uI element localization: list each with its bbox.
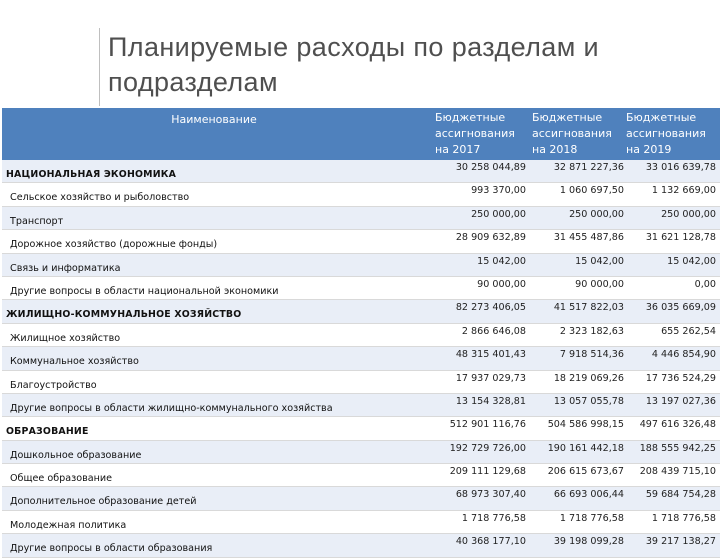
value-2017: 30 258 044,89	[455, 162, 526, 173]
row-label: Молодежная политика	[10, 519, 127, 531]
table-row	[2, 511, 720, 534]
row-label: Сельское хозяйство и рыболовство	[10, 192, 190, 204]
value-2018: 504 586 998,15	[547, 419, 624, 431]
table-row	[2, 464, 720, 487]
table-row	[2, 207, 720, 230]
value-2017: 28 909 632,89	[455, 232, 526, 244]
value-2019: 655 262,54	[661, 325, 716, 337]
section-row	[2, 160, 720, 183]
value-2019: 208 439 715,10	[639, 466, 716, 478]
value-2017: 13 154 328,81	[455, 395, 526, 407]
row-label: Дорожное хозяйство (дорожные фонды)	[10, 239, 218, 251]
header-2017: Бюджетные ассигнования на 2017	[435, 111, 515, 156]
value-2018: 250 000,00	[569, 208, 624, 220]
value-2019: 1 718 776,58	[651, 512, 716, 524]
section-row	[2, 300, 720, 323]
table-row	[2, 347, 720, 370]
value-2017: 48 315 401,43	[455, 349, 526, 361]
value-2017: 209 111 129,68	[449, 466, 526, 478]
value-2017: 192 729 726,00	[449, 442, 526, 454]
section-row	[2, 417, 720, 440]
header-2018: Бюджетные ассигнования на 2018	[532, 111, 612, 156]
table-row	[2, 394, 720, 417]
row-label: НАЦИОНАЛЬНАЯ ЭКОНОМИКА	[6, 169, 177, 180]
value-2019: 0,00	[694, 278, 716, 290]
table-row	[2, 371, 720, 394]
value-2018: 41 517 822,03	[553, 302, 624, 314]
value-2018: 32 871 227,36	[553, 162, 624, 173]
value-2017: 15 042,00	[477, 255, 526, 267]
header-name: Наименование	[171, 113, 257, 126]
value-2017: 512 901 116,76	[449, 419, 526, 431]
value-2019: 36 035 669,09	[645, 302, 716, 314]
row-label: ОБРАЗОВАНИЕ	[6, 426, 89, 438]
value-2019: 31 621 128,78	[645, 232, 716, 244]
value-2019: 497 616 326,48	[639, 419, 716, 431]
value-2018: 7 918 514,36	[559, 349, 624, 361]
value-2017: 2 866 646,08	[461, 325, 526, 337]
value-2019: 17 736 524,29	[645, 372, 716, 384]
value-2019: 59 684 754,28	[645, 489, 716, 501]
value-2018: 39 198 099,28	[553, 536, 624, 548]
value-2018: 90 000,00	[575, 278, 624, 290]
row-label: Общее образование	[10, 473, 113, 485]
table-row	[2, 277, 720, 300]
value-2018: 18 219 069,26	[553, 372, 624, 384]
value-2018: 31 455 487,86	[553, 232, 624, 244]
value-2017: 250 000,00	[471, 208, 526, 220]
table-body	[2, 160, 720, 558]
table-row	[2, 324, 720, 347]
table-row	[2, 230, 720, 253]
row-label: Жилищное хозяйство	[10, 332, 121, 344]
row-label: Транспорт	[10, 215, 64, 227]
value-2018: 1 718 776,58	[559, 512, 624, 524]
value-2017: 993 370,00	[471, 185, 526, 197]
row-label: Благоустройство	[10, 379, 97, 391]
value-2019: 15 042,00	[667, 255, 716, 267]
value-2018: 66 693 006,44	[553, 489, 624, 501]
row-label: Другие вопросы в области образования	[10, 543, 213, 555]
value-2019: 13 197 027,36	[645, 395, 716, 407]
slide-title: Планируемые расходы по разделам и подразделам	[108, 32, 600, 97]
row-label: ЖИЛИЩНО-КОММУНАЛЬНОЕ ХОЗЯЙСТВО	[6, 309, 242, 321]
row-label: Другие вопросы в области жилищно-коммунального хозяйства	[10, 402, 333, 414]
value-2019: 250 000,00	[661, 208, 716, 220]
value-2018: 206 615 673,67	[547, 466, 624, 478]
row-label: Коммунальное хозяйство	[10, 356, 139, 368]
value-2017: 82 273 406,05	[455, 302, 526, 314]
table-row	[2, 254, 720, 277]
table-row	[2, 534, 720, 557]
table-row	[2, 441, 720, 464]
row-label: Другие вопросы в области национальной экономики	[10, 285, 279, 297]
value-2019: 4 446 854,90	[651, 349, 716, 361]
value-2017: 40 368 177,10	[455, 536, 526, 548]
value-2018: 1 060 697,50	[559, 185, 624, 197]
value-2018: 190 161 442,18	[547, 442, 624, 454]
budget-table	[2, 108, 720, 555]
value-2018: 2 323 182,63	[559, 325, 624, 337]
header-2019: Бюджетные ассигнования на 2019	[626, 111, 706, 156]
title-divider	[99, 28, 100, 106]
value-2018: 15 042,00	[575, 255, 624, 267]
value-2019: 188 555 942,25	[639, 442, 716, 454]
table-row	[2, 183, 720, 206]
value-2017: 1 718 776,58	[461, 512, 526, 524]
value-2017: 17 937 029,73	[455, 372, 526, 384]
value-2019: 1 132 669,00	[651, 185, 716, 197]
row-label: Дошкольное образование	[10, 449, 142, 461]
value-2017: 68 973 307,40	[455, 489, 526, 501]
table-row	[2, 487, 720, 510]
value-2019: 39 217 138,27	[645, 536, 716, 548]
value-2019: 33 016 639,78	[645, 162, 716, 173]
value-2017: 90 000,00	[477, 278, 526, 290]
row-label: Дополнительное образование детей	[10, 496, 197, 508]
table-header	[2, 108, 720, 160]
row-label: Связь и информатика	[10, 262, 121, 274]
value-2018: 13 057 055,78	[553, 395, 624, 407]
